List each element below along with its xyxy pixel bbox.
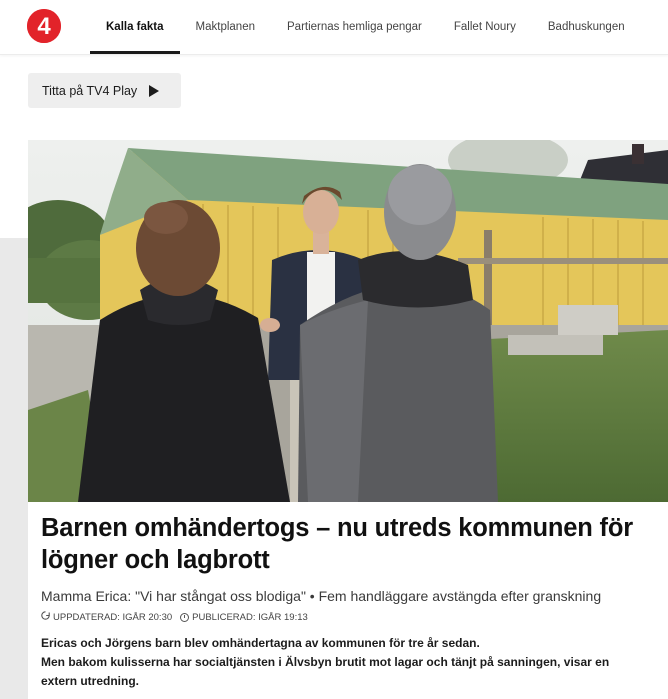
nav-tab-kalla-fakta[interactable]: Kalla fakta [90, 0, 180, 54]
updated-timestamp: UPPDATERAD: IGÅR 20:30 [53, 611, 173, 623]
top-navigation [0, 0, 668, 55]
watch-button-label: Titta på TV4 Play [42, 83, 138, 98]
updated-icon [41, 611, 50, 623]
article-subheadline: Mamma Erica: "Vi har stångat oss blodiga" • Fem handläggare avstängda efter granskning [41, 588, 602, 604]
article-headline: Barnen omhändertogs – nu utreds kommunen för lögner och lagbrott [41, 514, 633, 574]
article-lead-paragraph-1: Ericas och Jörgens barn blev omhändertagna av kommunen för tre år sedan. [41, 636, 480, 650]
published-timestamp: PUBLICERAD: IGÅR 19:13 [192, 611, 308, 623]
article-timestamps [41, 611, 308, 623]
article-lead [41, 634, 641, 691]
svg-text:4: 4 [37, 13, 51, 40]
article-lead-paragraph-2: Men bakom kulisserna har socialtjänsten i Älvsbyn brutit mot lagar och tänjt på sanningen, visar en extern utredning. [41, 655, 610, 688]
nav-tabs [90, 0, 641, 54]
tv4-logo-icon [27, 9, 61, 43]
nav-tab-fallet-noury[interactable]: Fallet Noury [453, 21, 516, 33]
nav-tab-badhuskungen[interactable]: Badhuskungen [547, 21, 625, 33]
clock-icon [180, 613, 189, 622]
watch-on-tv4-play-button[interactable] [28, 73, 181, 108]
nav-tab-maktplanen[interactable]: Maktplanen [195, 21, 255, 33]
nav-tab-partiernas-hemliga-pengar[interactable]: Partiernas hemliga pengar [287, 21, 422, 33]
hero-photo-illustration [28, 140, 668, 502]
side-background-panel [0, 238, 28, 699]
tv4-logo[interactable] [27, 9, 61, 43]
play-icon [149, 85, 159, 97]
article-hero-image[interactable] [28, 140, 668, 502]
